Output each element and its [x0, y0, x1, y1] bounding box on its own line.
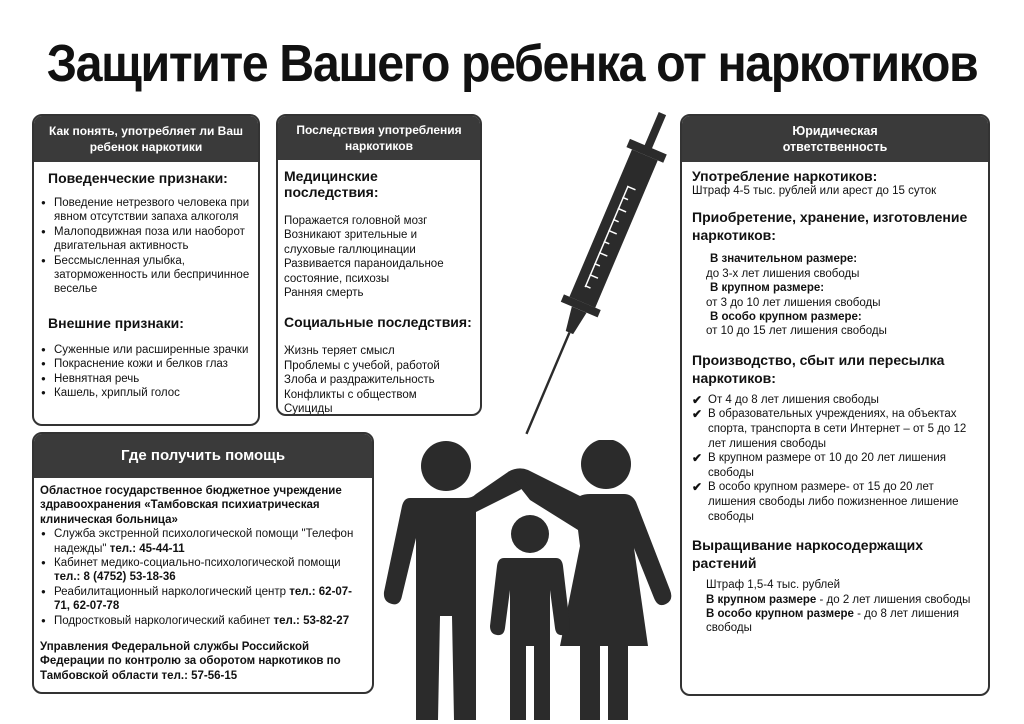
medical-list [284, 214, 474, 300]
box-how-to-tell-header: Как понять, употребляет ли Ваш ребенок наркотики [34, 116, 258, 162]
list-item: ● Невнятная речь [40, 372, 252, 386]
medical-title: Медицинские последствия: [284, 168, 379, 200]
list-item: Проблемы с учебой, работой [284, 359, 440, 372]
list-item: ● Кабинет медико-социально-психологической помощи тел.: 8 (4752) 53-18-36 [40, 556, 366, 585]
acq-list [692, 252, 978, 338]
list-item: Развивается параноидальное [284, 258, 444, 271]
box-legal [680, 114, 990, 696]
list-item: слуховые галлюцинации [284, 243, 416, 256]
list-item: Поражается головной мозг [284, 215, 428, 227]
list-item: ✔ В особо крупном размере- от 15 до 20 лет лишения свободы либо пожизненное лишение свободы [692, 480, 978, 524]
footer-org: Управления Федеральной службы Российской Федерации по контролю за оборотом наркотиков по Тамбовской области тел.: 57-56-15 [40, 641, 341, 682]
box-help-header: Где получить помощь [34, 434, 372, 478]
list-item: В особо крупном размере - до 8 лет лишения свободы [706, 608, 959, 635]
list-item: ● Подростковый наркологический кабинет тел.: 53-82-27 [40, 614, 366, 628]
phone: тел.: 57-56-15 [161, 669, 238, 682]
use-title: Употребление наркотиков: [692, 168, 878, 184]
list-item: состояние, психозы [284, 272, 390, 285]
box-how-to-tell [32, 114, 260, 426]
behavior-title: Поведенческие признаки: [48, 170, 228, 186]
list-item: ✔ От 4 до 8 лет лишения свободы [692, 393, 978, 408]
list-item: В крупном размере: от 3 до 10 лет лишения свободы [706, 282, 881, 309]
list-item: ● Кашель, хриплый голос [40, 386, 252, 400]
prod-list [692, 393, 978, 524]
grow-title: Выращивание наркосодержащих растений [692, 537, 924, 572]
acq-title: Приобретение, хранение, изготовление наркотиков: [692, 209, 968, 244]
box-help [32, 432, 374, 694]
phone: тел.: 53-82-27 [273, 614, 350, 627]
external-list [40, 343, 252, 401]
box-consequences-header: Последствия употребления наркотиков [278, 116, 480, 160]
list-item: ● Служба экстренной психологической помощи "Телефон надежды" тел.: 45-44-11 [40, 527, 366, 556]
list-item: Ранняя смерть [284, 287, 364, 300]
behavior-list [40, 196, 252, 297]
grow-fine: Штраф 1,5-4 тыс. рублей [706, 579, 841, 592]
social-title: Социальные последствия: [284, 314, 472, 331]
list-item: ● Реабилитационный наркологический центр тел.: 62-07-71, 62-07-78 [40, 585, 366, 614]
list-item: ● Суженные или расширенные зрачки [40, 343, 252, 357]
list-item: ✔ В образовательных учреждениях, на объектах спорта, транспорта в сети Интернет – от 5 до 12 лет лишения свободы [692, 407, 978, 451]
box-consequences [276, 114, 482, 416]
phone: тел.: 45-44-11 [109, 542, 185, 555]
list-item: Суициды [284, 403, 333, 416]
list-item: ● Малоподвижная поза или наоборот двигательная активность [40, 225, 252, 254]
prod-title: Производство, сбыт или пересылка наркотиков: [692, 351, 945, 386]
list-item: Злоба и раздражительность [284, 374, 435, 387]
list-item: Возникают зрительные и [284, 229, 418, 242]
list-item: Жизнь теряет смысл [284, 345, 395, 358]
list-item: В значительном размере: до 3-х лет лишения свободы [706, 253, 860, 280]
phone: тел.: 62-07-71, 62-07-78 [54, 585, 353, 613]
list-item: В особо крупном размере: от 10 до 15 лет лишения свободы [706, 311, 887, 338]
family-icon [380, 440, 680, 724]
list-item: ● Поведение нетрезвого человека при явном отсутствии запаха алкоголя [40, 196, 252, 225]
grow-list [692, 578, 978, 636]
phone: тел.: 8 (4752) 53-18-36 [54, 571, 176, 584]
org-name: Областное государственное бюджетное учреждение здравоохранения «Тамбовская психиатрическая клиническая больница» [40, 485, 342, 526]
use-text: Штраф 4-5 тыс. рублей или арест до 15 суток [692, 185, 937, 197]
list-item: ● Бессмысленная улыбка, заторможенность или беспричинное веселье [40, 254, 252, 297]
list-item: Конфликты с обществом [284, 388, 417, 401]
social-list [284, 344, 474, 416]
list-item: В крупном размере - до 2 лет лишения свободы [706, 593, 971, 606]
help-list [40, 527, 366, 628]
external-title: Внешние признаки: [48, 314, 184, 331]
page-title: Защитите Вашего ребенка от наркотиков [46, 35, 978, 93]
list-item: ✔ В крупном размере от 10 до 20 лет лишения свободы [692, 451, 978, 480]
list-item: ● Покраснение кожи и белков глаз [40, 357, 252, 371]
box-legal-header: Юридическая ответственность [682, 116, 988, 162]
syringe-icon [500, 100, 680, 460]
